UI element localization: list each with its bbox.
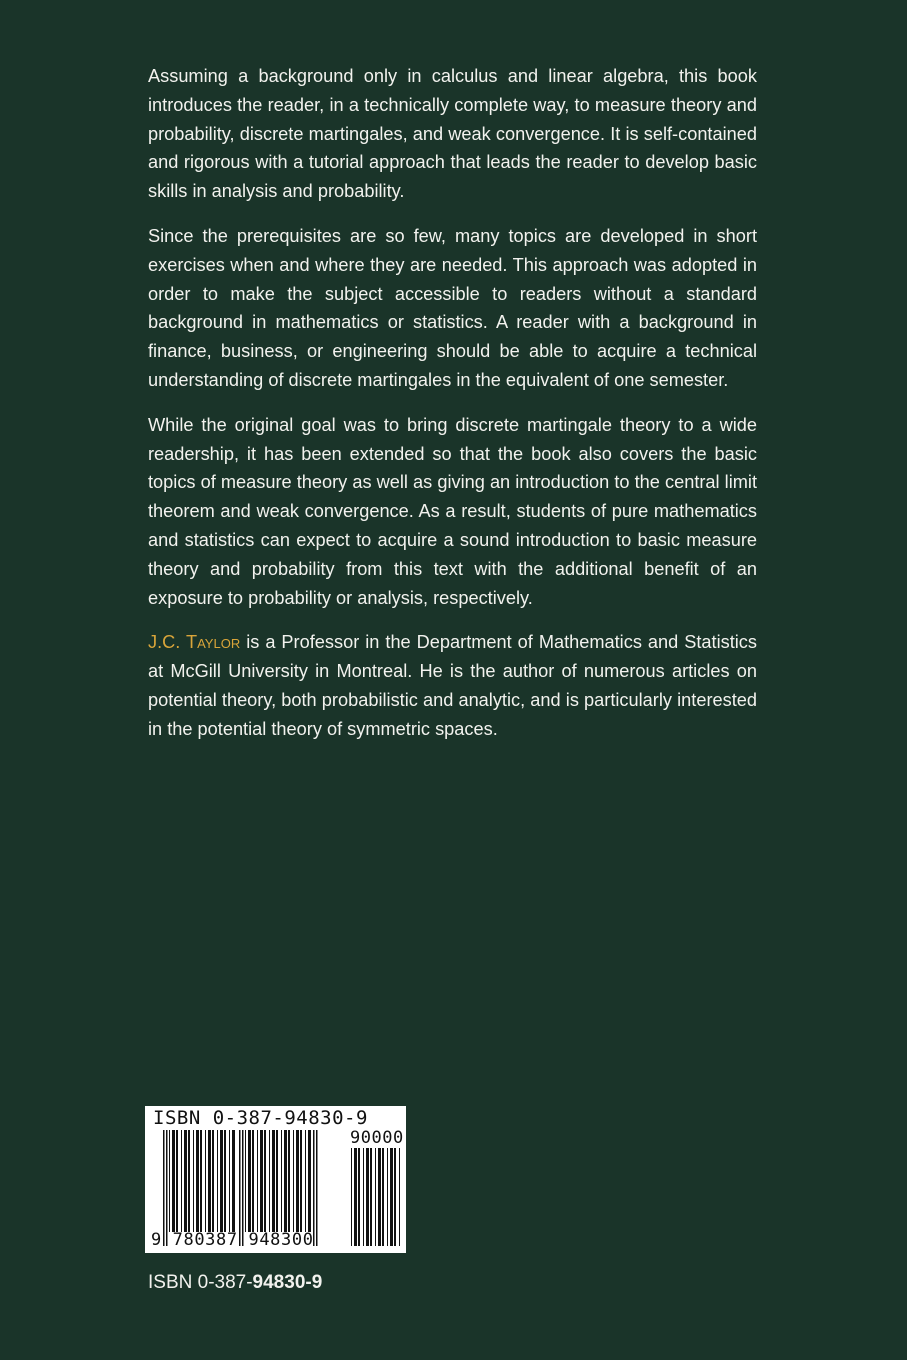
barcode-bar xyxy=(276,1130,278,1232)
blurb-paragraph-2: Since the prerequisites are so few, many topics are developed in short exercises when and where they are needed. This approach was adopted in order to make the subject accessible to readers without a standard background in mathematics or statistics. A reader with a background in finance, business, or engineering should be able to acquire a technical understanding of discrete martingales in the equivalent of one semester. xyxy=(148,225,757,390)
barcode-bar xyxy=(272,1130,275,1232)
barcode-bar xyxy=(358,1148,360,1246)
isbn-footer-prefix: ISBN 0-387- xyxy=(148,1272,253,1293)
barcode-bar xyxy=(300,1130,302,1232)
barcode-bar xyxy=(378,1148,381,1246)
barcode-guard-bar xyxy=(166,1130,168,1246)
barcode-bar xyxy=(293,1130,294,1232)
barcode-ean-digits: 9 780387 948300 xyxy=(151,1230,314,1250)
barcode-isbn-label: ISBN 0-387-94830-9 xyxy=(153,1107,368,1129)
barcode-bar xyxy=(217,1130,218,1232)
barcode-bar xyxy=(390,1148,393,1246)
author-paragraph xyxy=(148,628,757,743)
barcode-bar xyxy=(220,1130,223,1232)
barcode-bar xyxy=(212,1130,214,1232)
barcode-bar xyxy=(354,1148,357,1246)
barcode-bar xyxy=(370,1148,372,1246)
blurb-paragraph-3: While the original goal was to bring discrete martingale theory to a wide readership, it has been extended so that the book also covers the basic topics of measure theory as well as giving an introduction to the central limit theorem and weak convergence. As a result, students of pure mathematics and statistics can expect to acquire a sound introduction to basic measure theory and probability from this text with the additional benefit of an exposure to probability or analysis, respectively. xyxy=(148,414,757,608)
barcode-bar xyxy=(252,1130,254,1232)
barcode-bar xyxy=(248,1130,251,1232)
barcode-bar xyxy=(193,1130,194,1232)
barcode-bar xyxy=(308,1130,311,1232)
barcode-guard-bar xyxy=(242,1130,244,1246)
barcode-bar xyxy=(232,1130,235,1232)
barcode xyxy=(145,1106,406,1253)
barcode-guard-bar xyxy=(163,1130,165,1246)
barcode-bar xyxy=(245,1130,246,1232)
barcode-bar xyxy=(169,1130,170,1232)
barcode-bar xyxy=(264,1130,266,1232)
isbn-footer-number: 94830-9 xyxy=(252,1272,323,1293)
barcode-bar xyxy=(188,1130,190,1232)
barcode-bar xyxy=(208,1130,211,1232)
barcode-bar xyxy=(363,1148,364,1246)
barcode-bar xyxy=(394,1148,396,1246)
barcode-bar xyxy=(181,1130,182,1232)
barcode-bar xyxy=(224,1130,226,1232)
barcode-bar xyxy=(305,1130,306,1232)
barcode-bar xyxy=(229,1130,230,1232)
barcode-bar xyxy=(366,1148,369,1246)
barcode-bar xyxy=(200,1130,202,1232)
barcode-bar xyxy=(387,1148,388,1246)
author-name: J.C. Taylor xyxy=(148,632,241,653)
barcode-guard-bar xyxy=(239,1130,241,1246)
barcode-bar xyxy=(205,1130,206,1232)
barcode-bar xyxy=(176,1130,178,1232)
barcode-bar xyxy=(375,1148,376,1246)
barcode-bar xyxy=(269,1130,270,1232)
barcode-guard-bar xyxy=(316,1130,318,1246)
barcode-bar xyxy=(288,1130,290,1232)
barcode-bar xyxy=(284,1130,287,1232)
barcode-bar xyxy=(382,1148,384,1246)
barcode-bar xyxy=(296,1130,299,1232)
barcode-bar xyxy=(399,1148,400,1246)
isbn-footer xyxy=(148,1272,322,1294)
blurb-text xyxy=(148,62,757,760)
barcode-bar xyxy=(196,1130,199,1232)
barcode-bar xyxy=(351,1148,352,1246)
barcode-bar xyxy=(184,1130,187,1232)
barcode-bar xyxy=(172,1130,175,1232)
blurb-paragraph-1: Assuming a background only in calculus and linear algebra, this book introduces the reader, in a technically complete way, to measure theory and probability, discrete martingales, and weak convergence. It is self-contained and rigorous with a tutorial approach that leads the reader to develop basic skills in analysis and probability. xyxy=(148,66,757,202)
barcode-bar xyxy=(281,1130,282,1232)
barcode-price-code: 90000 xyxy=(350,1128,404,1148)
barcode-guard-bar xyxy=(313,1130,315,1246)
barcode-bar xyxy=(260,1130,263,1232)
barcode-bar xyxy=(257,1130,258,1232)
author-bio: is a Professor in the Department of Mathematics and Statistics at McGill University in Montreal. He is the author of numerous articles on potential theory, both probabilistic and analytic, and is particularly interested in the potential theory of symmetric spaces. xyxy=(148,632,757,739)
